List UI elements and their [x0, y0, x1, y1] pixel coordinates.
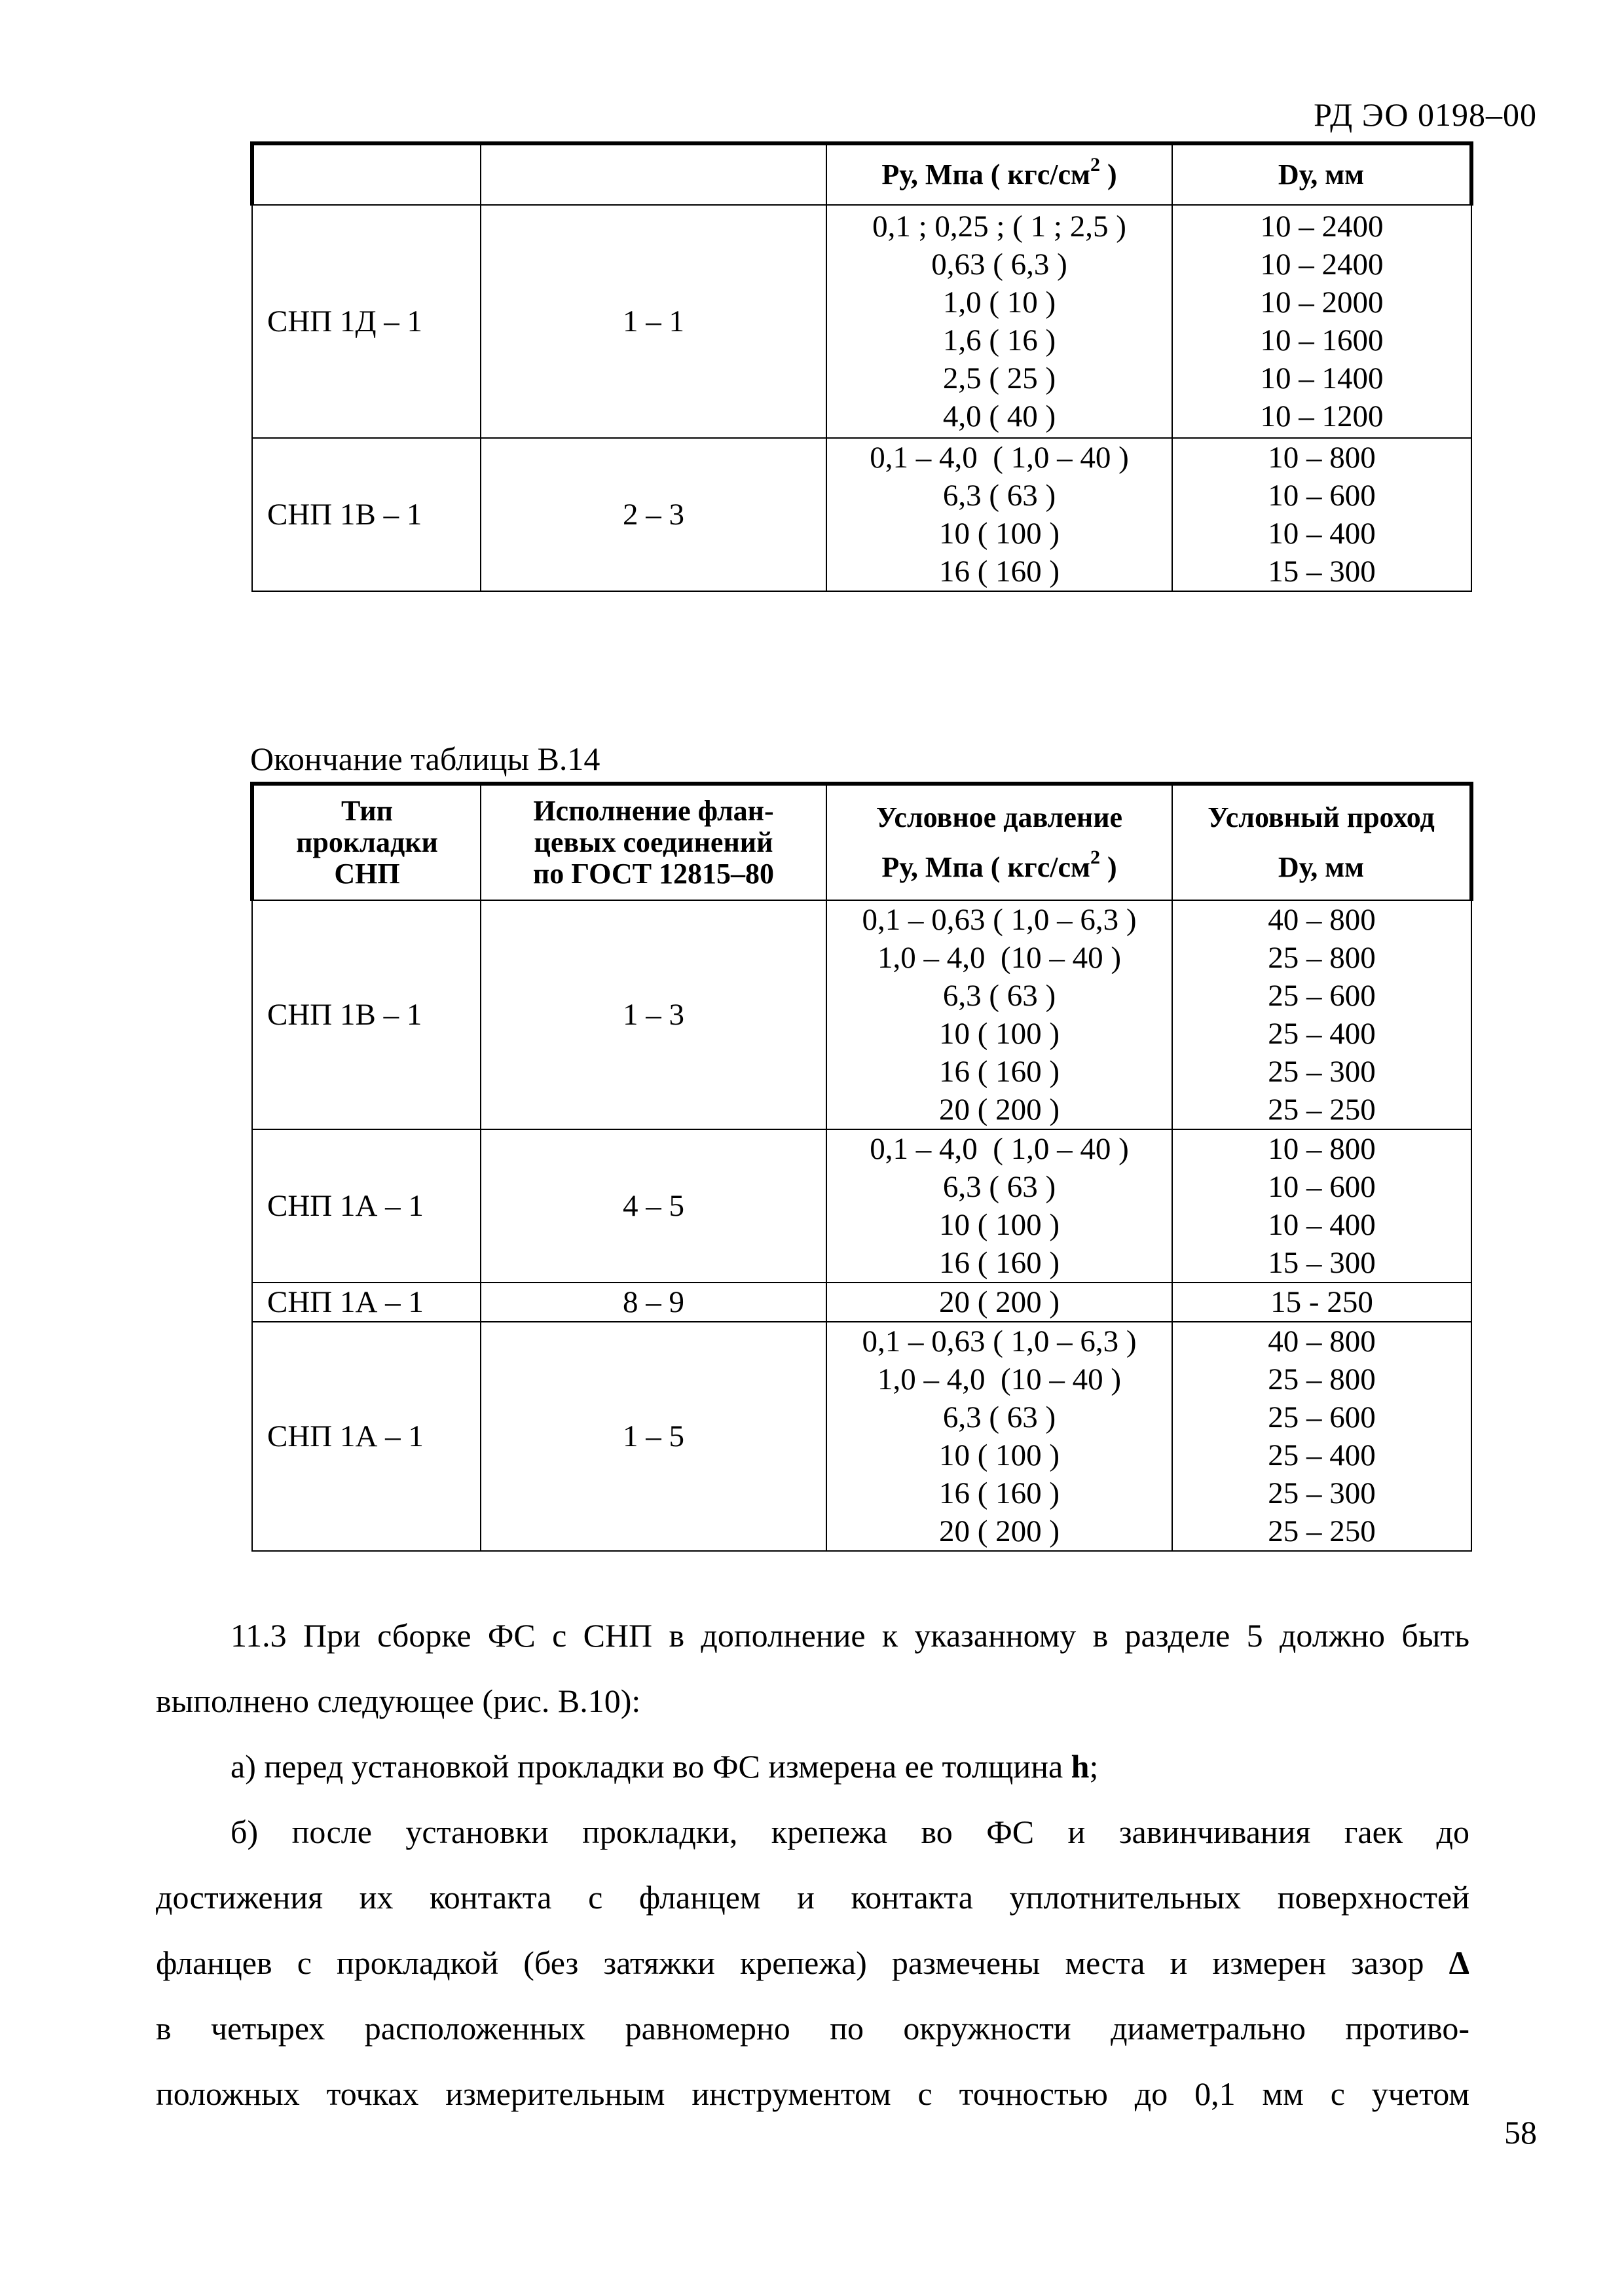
- cell-line: 25 – 250: [1268, 1093, 1376, 1127]
- text-line: в четырех расположенных равномерно по окружности диаметрально противо-: [156, 2010, 1469, 2047]
- pressure-cell: [826, 205, 1172, 438]
- item-a-text: а) перед установкой прокладки во ФС измерена ее толщина: [231, 1748, 1071, 1785]
- paragraph-11-3: [156, 1603, 1469, 1734]
- superscript: 2: [1090, 154, 1100, 176]
- header-cell-gasket-type: [252, 784, 481, 900]
- table-continuation: [250, 141, 1473, 592]
- pressure-header-title: Условное давление: [876, 801, 1123, 833]
- cell-line: 25 – 400: [1268, 1017, 1376, 1051]
- flange-version-cell: 1 – 5: [481, 1322, 826, 1551]
- cell-line: прокладки: [296, 826, 438, 858]
- dn-list: [1173, 1283, 1471, 1321]
- cell-line: 10 – 400: [1268, 517, 1376, 551]
- cell-line: 10 – 2000: [1260, 285, 1384, 319]
- cell-line: 6,3 ( 63 ): [942, 479, 1056, 513]
- cell-line: 10 – 600: [1268, 479, 1376, 513]
- page-number: 58: [1504, 2114, 1537, 2151]
- cell-line: 10 – 600: [1268, 1170, 1376, 1204]
- cell-line: 6,3 ( 63 ): [942, 1170, 1056, 1204]
- cell-line: СНП: [334, 858, 400, 890]
- cell-line: 0,63 ( 6,3 ): [931, 247, 1067, 282]
- cell-line: 40 – 800: [1268, 1324, 1376, 1358]
- cell-line: 25 – 300: [1268, 1055, 1376, 1089]
- dn-list: [1173, 901, 1471, 1129]
- flange-version-cell: 1 – 3: [481, 900, 826, 1129]
- nominal-diameter-cell: [1172, 438, 1471, 591]
- cell-line: 25 – 600: [1268, 1400, 1376, 1434]
- cell-line: 20 ( 200 ): [938, 1093, 1060, 1127]
- table-end: [250, 782, 1473, 1552]
- cell-line: 15 – 300: [1268, 1246, 1376, 1280]
- cell-line: 6,3 ( 63 ): [942, 979, 1056, 1013]
- cell-line: 10 – 2400: [1260, 210, 1384, 244]
- cell-line: 10 – 1200: [1260, 399, 1384, 433]
- nominal-diameter-cell: [1172, 900, 1471, 1129]
- cell-line: 40 – 800: [1268, 903, 1376, 937]
- nominal-diameter-cell: [1172, 1283, 1471, 1322]
- table-row: [252, 1129, 1471, 1283]
- header-cell-flange-version: [481, 784, 826, 900]
- cell-line: 10 ( 100 ): [938, 517, 1060, 551]
- cell-line: 10 – 800: [1268, 441, 1376, 475]
- pressure-cell: [826, 1322, 1172, 1551]
- cell-line: 16 ( 160 ): [938, 1055, 1060, 1089]
- cell-line: 10 ( 100 ): [938, 1017, 1060, 1051]
- gasket-type-cell: СНП 1Д – 1: [252, 205, 481, 438]
- table-row: [252, 438, 1471, 591]
- cell-line: цевых соединений: [534, 826, 773, 858]
- cell-line: 1,0 ( 10 ): [942, 285, 1056, 319]
- cell-line: 1,0 – 4,0 (10 – 40 ): [877, 941, 1122, 975]
- dn-list: [1173, 1322, 1471, 1550]
- nominal-diameter-cell: [1172, 1322, 1471, 1551]
- cell-line: 0,1 – 4,0 ( 1,0 – 40 ): [870, 1132, 1129, 1166]
- text-line: б) после установки прокладки, крепежа во ФС и завинчивания гаек до: [231, 1813, 1469, 1850]
- dn-list: [1173, 208, 1471, 435]
- cell-line: 0,1 ; 0,25 ; ( 1 ; 2,5 ): [872, 210, 1126, 244]
- cell-line: 4,0 ( 40 ): [942, 399, 1056, 433]
- text-line: 11.3 При сборке ФС с СНП в дополнение к указанному в разделе 5 должно быть: [231, 1617, 1469, 1654]
- table-header-row: [252, 143, 1471, 205]
- cell-line: 0,1 – 0,63 ( 1,0 – 6,3 ): [862, 903, 1137, 937]
- pressure-header-text: Ру, Мпа ( кгс/см: [881, 851, 1090, 883]
- text-line: [156, 1734, 1469, 1799]
- gasket-type-cell: СНП 1А – 1: [252, 1129, 481, 1283]
- paragraph-item-a: [156, 1734, 1469, 1799]
- cell-line: 25 – 300: [1268, 1476, 1376, 1510]
- cell-line: Исполнение флан-: [533, 795, 774, 827]
- text-line: положных точках измерительным инструментом с точностью до 0,1 мм с учетом: [156, 2075, 1469, 2112]
- cell-line: 10 – 2400: [1260, 247, 1384, 282]
- header-flange-version-lines: [481, 795, 826, 890]
- cell-line: 25 – 250: [1268, 1514, 1376, 1548]
- cell-line: 6,3 ( 63 ): [942, 1400, 1056, 1434]
- cell-line: 10 – 1400: [1260, 361, 1384, 395]
- item-b-line3-text: фланцев с прокладкой (без затяжки крепежа) размечены места и измерен зазор: [156, 1944, 1449, 1981]
- cell-line: 10 ( 100 ): [938, 1438, 1060, 1472]
- header-cell-pressure: [826, 784, 1172, 900]
- thickness-symbol: h: [1071, 1748, 1090, 1785]
- dn-list: [1173, 1130, 1471, 1282]
- text-line: [156, 1930, 1469, 1995]
- header-cell-empty-1: [252, 143, 481, 205]
- document-code: РД ЭО 0198–00: [1314, 96, 1537, 133]
- cell-line: 10 – 800: [1268, 1132, 1376, 1166]
- text-line: достижения их контакта с фланцем и контакта уплотнительных поверхностей: [156, 1879, 1469, 1916]
- pressure-header-tail: ): [1099, 158, 1117, 191]
- cell-line: по ГОСТ 12815–80: [532, 858, 775, 890]
- cell-line: 16 ( 160 ): [938, 1246, 1060, 1280]
- gasket-type-cell: СНП 1В – 1: [252, 438, 481, 591]
- cell-line: 1,6 ( 16 ): [942, 323, 1056, 357]
- gasket-type-cell: СНП 1А – 1: [252, 1283, 481, 1322]
- table-row: [252, 205, 1471, 438]
- cell-line: 10 – 1600: [1260, 323, 1384, 357]
- cell-line: Тип: [341, 795, 393, 827]
- paragraph-item-b: [156, 1799, 1469, 2126]
- nominal-diameter-cell: [1172, 1129, 1471, 1283]
- pressure-list: [827, 1283, 1172, 1321]
- table-row: [252, 900, 1471, 1129]
- pressure-cell: [826, 1129, 1172, 1283]
- gap-symbol: Δ: [1449, 1944, 1469, 1981]
- table-caption: Окончание таблицы В.14: [250, 740, 600, 777]
- cell-line: 25 – 800: [1268, 941, 1376, 975]
- cell-line: 25 – 400: [1268, 1438, 1376, 1472]
- cell-line: 15 - 250: [1270, 1285, 1373, 1319]
- nominal-diameter-cell: [1172, 205, 1471, 438]
- table-row: [252, 1283, 1471, 1322]
- cell-line: 20 ( 200 ): [938, 1285, 1060, 1319]
- header-cell-dn: [1172, 784, 1471, 900]
- cell-line: 2,5 ( 25 ): [942, 361, 1056, 395]
- pressure-header-text: Ру, Мпа ( кгс/см: [881, 158, 1090, 191]
- pressure-list: [827, 439, 1172, 591]
- header-cell-dn: Dу, мм: [1172, 143, 1471, 205]
- pressure-cell: [826, 900, 1172, 1129]
- cell-line: 25 – 800: [1268, 1362, 1376, 1396]
- pressure-list: [827, 1322, 1172, 1550]
- pressure-header-tail: ): [1099, 851, 1117, 883]
- text-line: выполнено следующее (рис. В.10):: [156, 1683, 641, 1719]
- pressure-list: [827, 1130, 1172, 1282]
- header-gasket-type-lines: [254, 795, 480, 890]
- dn-list: [1173, 439, 1471, 591]
- cell-line: 10 – 400: [1268, 1208, 1376, 1242]
- pressure-list: [827, 208, 1172, 435]
- dn-header-title: Условный проход: [1208, 801, 1435, 833]
- cell-line: 15 – 300: [1268, 555, 1376, 589]
- gasket-type-cell: СНП 1А – 1: [252, 1322, 481, 1551]
- cell-line: 0,1 – 0,63 ( 1,0 – 6,3 ): [862, 1324, 1137, 1358]
- pressure-list: [827, 901, 1172, 1129]
- cell-line: 20 ( 200 ): [938, 1514, 1060, 1548]
- pressure-cell: [826, 438, 1172, 591]
- pressure-header-units: [827, 847, 1172, 883]
- cell-line: 16 ( 160 ): [938, 1476, 1060, 1510]
- cell-line: 1,0 – 4,0 (10 – 40 ): [877, 1362, 1122, 1396]
- dn-header-units: Dу, мм: [1278, 851, 1365, 883]
- pressure-cell: [826, 1283, 1172, 1322]
- cell-line: 0,1 – 4,0 ( 1,0 – 40 ): [870, 441, 1129, 475]
- flange-version-cell: 1 – 1: [481, 205, 826, 438]
- header-cell-pressure: [826, 143, 1172, 205]
- flange-version-cell: 2 – 3: [481, 438, 826, 591]
- cell-line: 10 ( 100 ): [938, 1208, 1060, 1242]
- flange-version-cell: 4 – 5: [481, 1129, 826, 1283]
- table-header-row: [252, 784, 1471, 900]
- superscript: 2: [1090, 847, 1100, 869]
- flange-version-cell: 8 – 9: [481, 1283, 826, 1322]
- item-a-end: ;: [1089, 1748, 1099, 1785]
- table-row: [252, 1322, 1471, 1551]
- cell-line: 16 ( 160 ): [938, 555, 1060, 589]
- gasket-type-cell: СНП 1В – 1: [252, 900, 481, 1129]
- cell-line: 25 – 600: [1268, 979, 1376, 1013]
- header-cell-empty-2: [481, 143, 826, 205]
